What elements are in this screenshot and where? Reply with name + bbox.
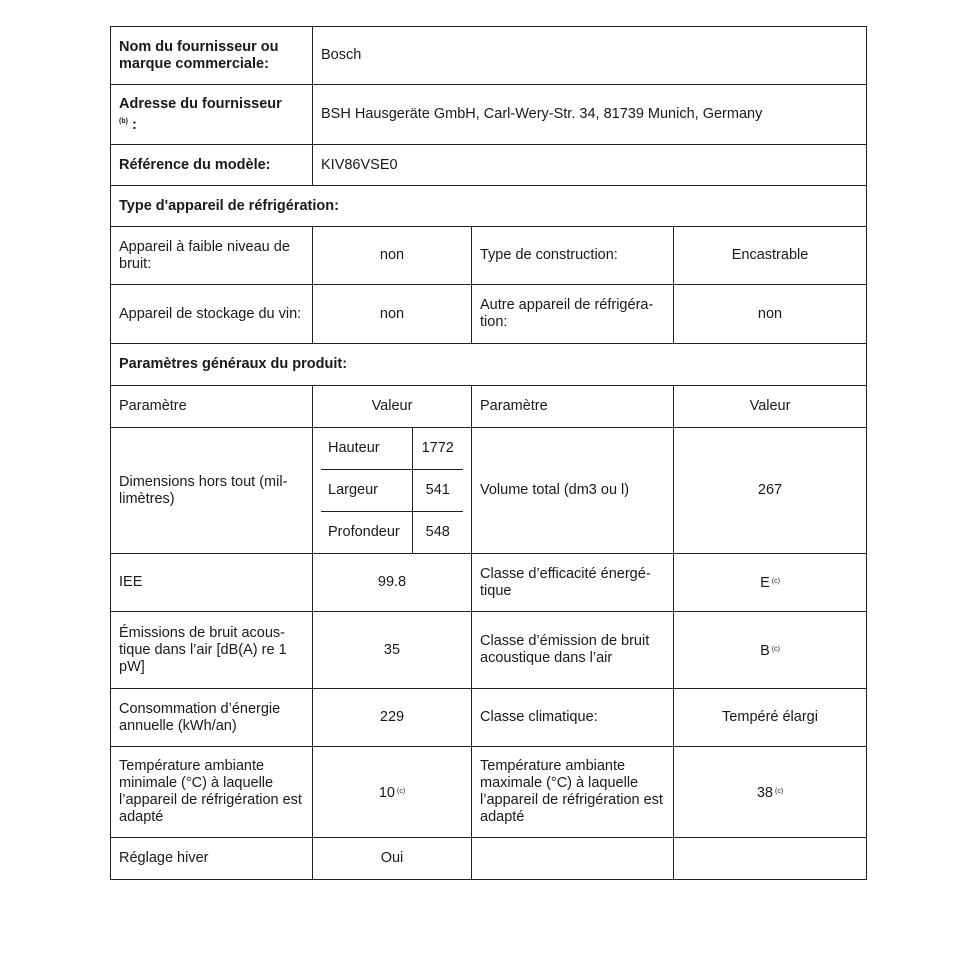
eei-value: 99.8 bbox=[313, 554, 472, 612]
row-winter-setting bbox=[111, 838, 867, 880]
supplier-address-cell bbox=[111, 85, 313, 145]
total-volume-value: 267 bbox=[674, 428, 867, 554]
row-supplier-address bbox=[111, 85, 867, 145]
row-appliance-type-heading bbox=[111, 186, 867, 227]
empty-cell bbox=[472, 838, 674, 880]
noise-emission-label: Émissions de bruit acous-tique dans l’air [dB(A) re 1 pW] bbox=[111, 612, 313, 689]
noise-class-label: Classe d’émission de bruit acoustique dans l’air bbox=[472, 612, 674, 689]
row-general-heading bbox=[111, 344, 867, 386]
supplier-address-note: (b) bbox=[119, 117, 128, 125]
row-column-headers bbox=[111, 386, 867, 428]
total-volume-label: Volume total (dm3 ou l) bbox=[472, 428, 674, 554]
height-label: Hauteur bbox=[321, 428, 412, 470]
annual-consumption-value: 229 bbox=[313, 689, 472, 747]
appliance-type-heading: Type d'appareil de réfrigération: bbox=[111, 186, 867, 227]
dimensions-label: Dimensions hors tout (mil-limètres) bbox=[111, 428, 313, 554]
row-consumption bbox=[111, 689, 867, 747]
energy-class-cell bbox=[674, 554, 867, 612]
row-wine-storage bbox=[111, 285, 867, 344]
dimension-row-height bbox=[321, 428, 463, 470]
supplier-name-label: Nom du fournisseur ou marque commerciale: bbox=[111, 27, 313, 85]
construction-type-value: Encastrable bbox=[674, 227, 867, 285]
model-reference-label: Référence du modèle: bbox=[111, 145, 313, 186]
construction-type-label: Type de construction: bbox=[472, 227, 674, 285]
climate-class-label: Classe climatique: bbox=[472, 689, 674, 747]
max-temperature-cell bbox=[674, 747, 867, 838]
column-header-parameter: Paramètre bbox=[111, 386, 313, 428]
dimensions-cell bbox=[313, 428, 472, 554]
dimension-row-depth bbox=[321, 512, 463, 554]
row-ambient-temperature bbox=[111, 747, 867, 838]
noise-class-note: (c) bbox=[771, 645, 780, 653]
min-temperature-cell bbox=[313, 747, 472, 838]
wine-storage-value: non bbox=[313, 285, 472, 344]
noise-class-value: B bbox=[760, 642, 770, 659]
dimensions-subtable bbox=[321, 428, 463, 553]
column-header-parameter-2: Paramètre bbox=[472, 386, 674, 428]
width-value: 541 bbox=[412, 470, 463, 512]
column-header-value: Valeur bbox=[313, 386, 472, 428]
winter-setting-label: Réglage hiver bbox=[111, 838, 313, 880]
noise-class-cell bbox=[674, 612, 867, 689]
max-temperature-label: Température ambiante maximale (°C) à laquelle l’appareil de réfrigération est adapté bbox=[472, 747, 674, 838]
low-noise-label: Appareil à faible niveau de bruit: bbox=[111, 227, 313, 285]
max-temperature-value: 38 bbox=[756, 784, 773, 801]
supplier-name-value: Bosch bbox=[313, 27, 867, 85]
energy-class-note: (c) bbox=[771, 578, 780, 585]
row-low-noise bbox=[111, 227, 867, 285]
low-noise-value: non bbox=[313, 227, 472, 285]
general-parameters-heading: Paramètres généraux du produit: bbox=[111, 344, 867, 386]
row-model-reference bbox=[111, 145, 867, 186]
dimension-row-width bbox=[321, 470, 463, 512]
depth-value: 548 bbox=[412, 512, 463, 554]
product-information-sheet bbox=[110, 26, 867, 880]
row-noise bbox=[111, 612, 867, 689]
eei-label: IEE bbox=[111, 554, 313, 612]
depth-label: Profondeur bbox=[321, 512, 412, 554]
other-appliance-label: Autre appareil de réfrigéra-tion: bbox=[472, 285, 674, 344]
supplier-address-colon: : bbox=[131, 116, 137, 133]
climate-class-value: Tempéré élargi bbox=[674, 689, 867, 747]
other-appliance-value: non bbox=[674, 285, 867, 344]
supplier-address-label: Adresse du fournisseur bbox=[119, 95, 282, 112]
min-temperature-value: 10 bbox=[378, 784, 395, 801]
energy-class-label: Classe d’efficacité énergé-tique bbox=[472, 554, 674, 612]
noise-emission-value: 35 bbox=[313, 612, 472, 689]
column-header-value-2: Valeur bbox=[674, 386, 867, 428]
height-value: 1772 bbox=[412, 428, 463, 470]
row-supplier-name bbox=[111, 27, 867, 85]
row-eei bbox=[111, 554, 867, 612]
model-reference-value: KIV86VSE0 bbox=[313, 145, 867, 186]
width-label: Largeur bbox=[321, 470, 412, 512]
annual-consumption-label: Consommation d’énergie annuelle (kWh/an) bbox=[111, 689, 313, 747]
wine-storage-label: Appareil de stockage du vin: bbox=[111, 285, 313, 344]
energy-class-value: E bbox=[760, 575, 770, 591]
min-temperature-label: Température ambiante minimale (°C) à laquelle l’appareil de réfrigération est adapté bbox=[111, 747, 313, 838]
max-temperature-note: (c) bbox=[775, 787, 784, 795]
supplier-address-value: BSH Hausgeräte GmbH, Carl-Wery-Str. 34, 81739 Munich, Germany bbox=[313, 85, 867, 145]
winter-setting-value: Oui bbox=[313, 838, 472, 880]
empty-cell-2 bbox=[674, 838, 867, 880]
min-temperature-note: (c) bbox=[396, 787, 406, 795]
row-dimensions bbox=[111, 428, 867, 554]
